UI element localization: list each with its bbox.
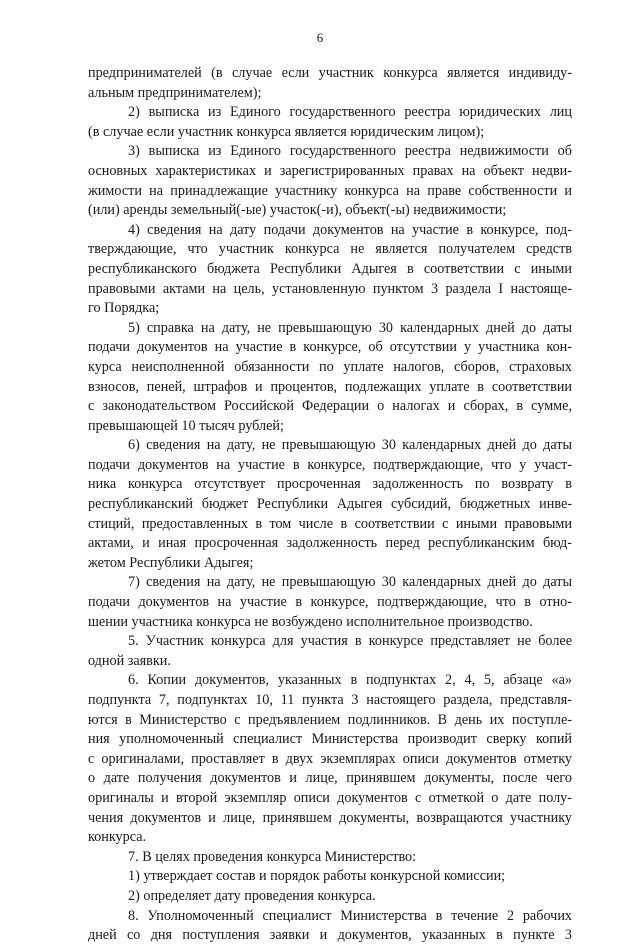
paragraph: [88, 64, 572, 103]
text-line: 7. В целях проведения конкурса Министерство:: [128, 848, 417, 865]
text-line: (или) аренды земельный(-ые) участок(-и), объект(-ы) недвижимости;: [88, 202, 507, 219]
text-line: оригиналы и второй экземпляр описи документов с отметкой о дате полу-: [88, 789, 572, 806]
paragraph: [88, 319, 572, 437]
paragraph: [88, 103, 572, 142]
text-line: конкурса.: [88, 829, 147, 846]
paragraph: [88, 142, 572, 220]
text-line: (в случае если участник конкурса является юридическим лицом);: [88, 123, 485, 140]
text-line: основных характеристиках и зарегистрированных правах на объект недви-: [88, 162, 572, 179]
text-line: курса неисполненной обязанности по уплате налогов, сборов, страховых: [88, 358, 572, 375]
paragraph: [88, 887, 572, 907]
text-line: подачи документов на участие в конкурсе, об отсутствии у участника кон-: [88, 339, 572, 356]
text-line: с законодательством Российской Федерации о налогах и сборах, в сумме,: [88, 398, 572, 415]
text-line: подпункта 7, подпунктах 10, 11 пункта 3 настоящего раздела, представля-: [88, 692, 572, 708]
text-line: чения документов и лице, принявшем документы, возвращаются участнику: [88, 809, 572, 826]
paragraph: [88, 436, 572, 573]
text-line: 1) утверждает состав и порядок работы конкурсной комиссии;: [128, 868, 506, 885]
page-number: 6: [316, 30, 324, 45]
paragraph: [88, 573, 572, 632]
paragraph: [88, 632, 572, 671]
text-line: взносов, пеней, штрафов и процентов, подлежащих уплате в соответствии: [88, 378, 572, 395]
text-line: тверждающие, что участник конкурса не является получателем средств: [88, 241, 572, 258]
text-line: превышающей 10 тысяч рублей;: [88, 417, 284, 434]
text-line: 7) сведения на дату, не превышающую 30 календарных дней до даты: [128, 574, 572, 591]
text-line: 5) справка на дату, не превышающую 30 календарных дней до даты: [128, 319, 572, 336]
paragraph: [88, 221, 572, 319]
text-line: ния уполномоченный специалист Министерства производит сверку копий: [88, 731, 572, 748]
text-line: 6) сведения на дату, не превышающую 30 календарных дней до даты: [128, 437, 572, 454]
text-line: одной заявки.: [88, 652, 171, 669]
text-line: правовыми актами на цель, установленную пунктом 3 раздела I настояще-: [88, 280, 572, 297]
text-line: предпринимателей (в случае если участник конкурса является индивиду-: [88, 65, 572, 81]
text-line: 4) сведения на дату подачи документов на участие в конкурсе, под-: [128, 221, 572, 238]
text-line: подачи документов на участие в конкурсе, подтверждающие, что в отно-: [88, 594, 572, 611]
text-line: 2) выписка из Единого государственного реестра юридических лиц: [128, 104, 572, 121]
text-line: ника конкурса отсутствует просроченная задолженность по возврату в: [88, 476, 572, 493]
text-line: с оригиналами, проставляет в двух экземплярах описи документов отметку: [88, 750, 572, 767]
text-line: 3) выписка из Единого государственного реестра недвижимости об: [128, 143, 572, 160]
text-line: жетом Республики Адыгея;: [88, 554, 254, 571]
paragraph: [88, 907, 572, 946]
text-line: актами, и иная просроченная задолженность перед республиканским бюд-: [88, 535, 572, 552]
text-line: подачи документов на участие в конкурсе, подтверждающие, что у участ-: [88, 456, 572, 473]
text-line: шении участника конкурса не возбуждено исполнительное производство.: [88, 613, 533, 630]
text-line: го Порядка;: [88, 300, 160, 317]
text-line: республиканский бюджет Республики Адыгея субсидий, бюджетных инве-: [88, 496, 572, 513]
text-line: 6. Копии документов, указанных в подпунктах 2, 4, 5, абзаце «а»: [128, 672, 572, 689]
text-line: республиканского бюджета Республики Адыгея в соответствии с иными: [88, 260, 572, 277]
document-body: [88, 64, 572, 946]
paragraph: [88, 671, 572, 847]
paragraph: [88, 848, 572, 868]
text-line: ются в Министерство с предъявлением подлинников. В день их поступле-: [88, 711, 572, 728]
text-line: дней со дня поступления заявки и документов, указанных в пункте 3: [88, 927, 572, 944]
text-line: стиций, предоставленных в том числе в соответствии с иными правовыми: [88, 515, 572, 532]
text-line: 8. Уполномоченный специалист Министерства в течение 2 рабочих: [128, 907, 572, 924]
text-line: жимости на принадлежащие участнику конкурса на праве собственности и: [88, 182, 572, 199]
text-line: 2) определяет дату проведения конкурса.: [128, 887, 376, 904]
text-line: 5. Участник конкурса для участия в конкурсе представляет не более: [128, 633, 572, 650]
paragraph: [88, 867, 572, 887]
text-line: о дате получения документов и лице, принявшем документы, после чего: [88, 770, 572, 787]
text-line: альным предпринимателем);: [88, 84, 262, 101]
